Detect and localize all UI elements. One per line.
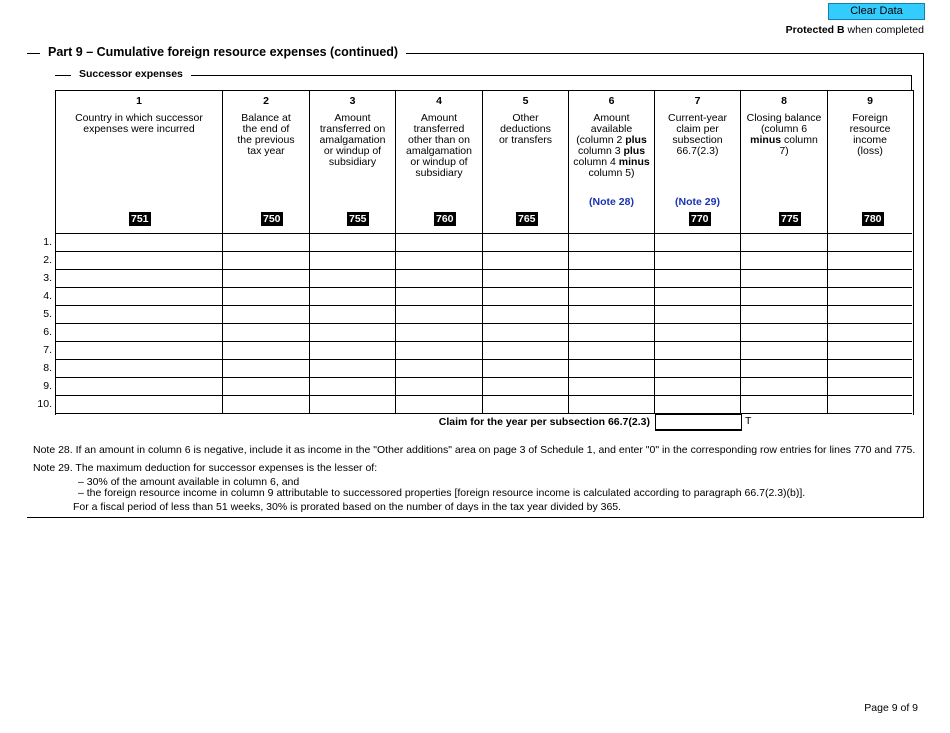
column-number: 5 [522, 95, 529, 107]
desc-keyword: minus [618, 156, 650, 168]
desc-part: Closing balance (column 6 [746, 112, 822, 135]
claim-total-field[interactable] [655, 414, 742, 431]
column-7-header [655, 95, 740, 157]
protected-b-bold: Protected B [785, 24, 845, 36]
desc-keyword: plus [623, 145, 646, 157]
line-code-760: 760 [436, 213, 454, 225]
column-4-header [396, 95, 482, 179]
column-description: Balance at the end of the previous tax year [237, 112, 295, 157]
column-8-header [741, 95, 827, 157]
note-29: Note 29. The maximum deduction for successor expenses is the lesser of: [33, 462, 378, 474]
desc-part: column 4 [573, 156, 619, 168]
row-line [55, 377, 912, 378]
desc-part: column 7) [779, 134, 818, 157]
row-line [55, 251, 912, 252]
desc-part: column 5) [588, 167, 635, 179]
row-line [55, 359, 912, 360]
row-number: 9. [43, 380, 52, 392]
line-code-750: 750 [263, 213, 281, 225]
row-line [55, 305, 912, 306]
claim-suffix: T [745, 415, 752, 427]
note-29-bullet-2: – the foreign resource income in column 9 attributable to successored properties [foreign resource income is calculated according to paragraph 66.7(2.3)(b)]. [78, 487, 806, 499]
column-1-header [56, 95, 222, 135]
row-number: 10. [37, 398, 52, 410]
line-code-775: 775 [781, 213, 799, 225]
row-line [55, 323, 912, 324]
column-3-header [310, 95, 395, 168]
row-number: 8. [43, 362, 52, 374]
clear-data-button[interactable]: Clear Data [828, 3, 925, 20]
column-number: 6 [608, 95, 615, 107]
column-description [569, 113, 654, 179]
column-6-header [569, 95, 654, 179]
fiscal-period-note: For a fiscal period of less than 51 weeks, 30% is prorated based on the number of days in the tax year divided by 365. [73, 501, 622, 513]
row-number: 4. [43, 290, 52, 302]
note-28-ref[interactable]: (Note 28) [589, 196, 634, 208]
protected-b-rest: when completed [844, 24, 924, 36]
column-description: Amount transferred other than on amalgamation or windup of subsidiary [406, 112, 472, 179]
desc-keyword: minus [750, 134, 782, 146]
column-9-header [828, 95, 912, 157]
claim-label: Claim for the year per subsection 66.7(2.3) [438, 416, 650, 428]
part-title: Part 9 – Cumulative foreign resource expenses (continued) [40, 45, 406, 59]
row-line [55, 269, 912, 270]
column-number: 9 [867, 95, 873, 107]
line-code-755: 755 [349, 213, 367, 225]
column-description: Current-year claim per subsection 66.7(2.3) [668, 112, 727, 157]
note-29-ref[interactable]: (Note 29) [675, 196, 720, 208]
line-code-751: 751 [131, 213, 149, 225]
column-description: Amount transferred on amalgamation or windup of subsidiary [319, 112, 386, 168]
column-number: 8 [781, 95, 787, 107]
column-description: Foreign resource income (loss) [849, 112, 891, 157]
row-line [55, 233, 912, 234]
note-29-bullet-1: – 30% of the amount available in column 6, and [78, 476, 300, 488]
row-line [55, 395, 912, 396]
page-number: Page 9 of 9 [864, 702, 918, 714]
line-code-780: 780 [864, 213, 882, 225]
section-title: Successor expenses [71, 68, 191, 80]
column-number: 7 [694, 95, 701, 107]
desc-part: column 3 [577, 145, 624, 157]
column-description: Other deductions or transfers [498, 112, 553, 146]
row-line [55, 413, 912, 414]
line-code-770: 770 [691, 213, 709, 225]
desc-keyword: plus [625, 134, 647, 146]
column-number: 1 [136, 95, 142, 107]
column-5-header [483, 95, 568, 146]
line-code-765: 765 [518, 213, 536, 225]
desc-part: Amount available (column 2 [576, 112, 633, 146]
row-number: 1. [43, 236, 52, 248]
column-description [741, 113, 827, 157]
note-28: Note 28. If an amount in column 6 is negative, include it as income in the "Other additions" area on page 3 of Schedule 1, and enter "0" in the corresponding row entries for lines 770 and 775. [33, 444, 916, 456]
row-number: 3. [43, 272, 52, 284]
column-number: 2 [263, 95, 269, 107]
column-description: Country in which successor expenses were incurred [75, 112, 203, 135]
row-line [55, 341, 912, 342]
row-number: 6. [43, 326, 52, 338]
row-line [55, 287, 912, 288]
protected-b-label [786, 24, 924, 36]
row-number: 7. [43, 344, 52, 356]
column-number: 3 [349, 95, 356, 107]
column-number: 4 [436, 95, 442, 107]
row-number: 5. [43, 308, 52, 320]
column-2-header [223, 95, 309, 157]
row-number: 2. [43, 254, 52, 266]
